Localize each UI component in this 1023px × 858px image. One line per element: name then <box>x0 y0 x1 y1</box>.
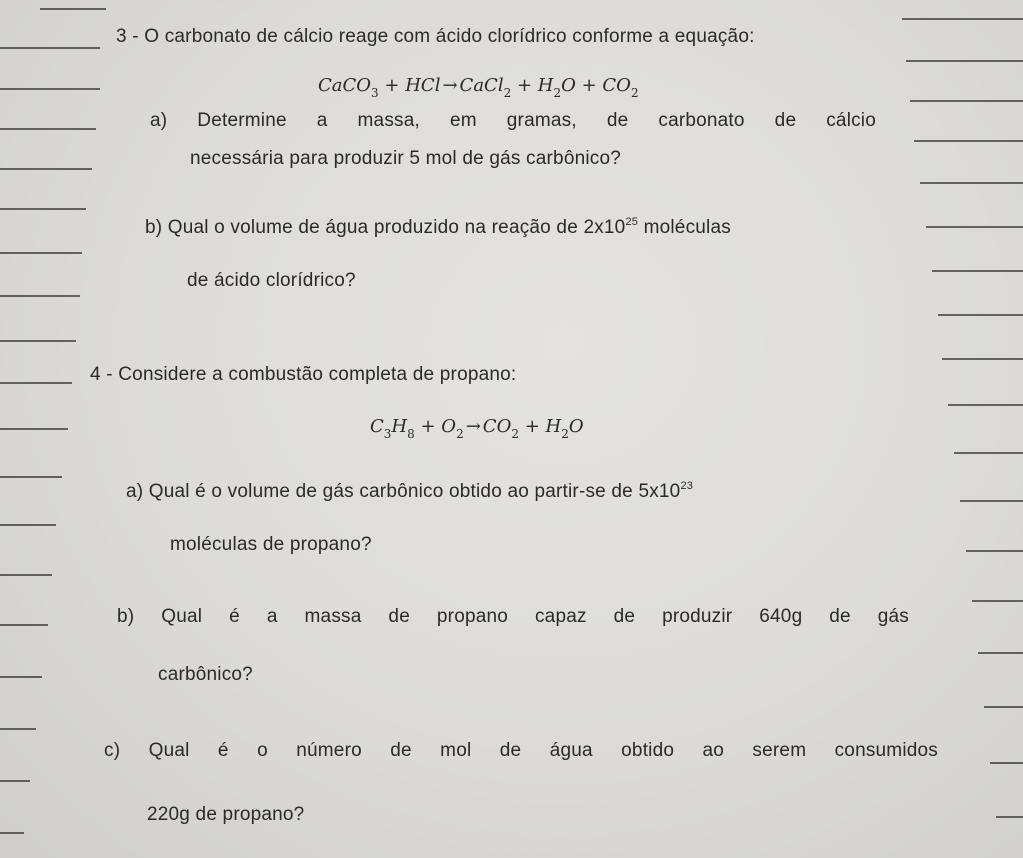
right-rule-line <box>920 182 1023 184</box>
left-rule-line <box>0 295 80 297</box>
right-rule-line <box>932 270 1023 272</box>
right-rule-line <box>914 140 1023 142</box>
question-4b-line-1: b) Qual é a massa de propano capaz de produzir 640g de gás <box>117 606 909 627</box>
question-3b-line-1: b) Qual o volume de água produzido na reação de $2x10^{25}$ moléculas <box>145 216 731 238</box>
left-rule-line <box>0 624 48 626</box>
question-3a-line-2: necessária para produzir 5 mol de gás carbônico? <box>190 148 622 169</box>
right-rule-line <box>996 816 1023 818</box>
question-4-equation: $C_3H_8 + O_2 \to CO_2 + H_2O$ <box>370 416 584 441</box>
left-rule-line <box>0 476 62 478</box>
right-rule-line <box>942 358 1023 360</box>
question-4-heading: 4 - Considere a combustão completa de propano: <box>90 364 517 385</box>
right-rule-line <box>910 100 1023 102</box>
left-rule-line <box>0 780 30 782</box>
left-rule-line <box>0 168 92 170</box>
left-rule-line <box>0 128 96 130</box>
left-rule-line <box>0 574 52 576</box>
right-rule-line <box>902 18 1023 20</box>
right-rule-line <box>926 226 1023 228</box>
question-3a-line-1: a) Determine a massa, em gramas, de carbonato de cálcio <box>150 110 876 131</box>
left-rule-line <box>0 428 68 430</box>
left-rule-line <box>0 208 86 210</box>
question-4a-line-2: moléculas de propano? <box>170 534 372 555</box>
left-rule-line <box>0 340 76 342</box>
left-rule-line <box>0 252 82 254</box>
right-rule-line <box>966 550 1023 552</box>
right-rule-line <box>954 452 1023 454</box>
right-rule-line <box>906 60 1023 62</box>
left-rule-line <box>0 676 42 678</box>
question-3b-line-2: de ácido clorídrico? <box>187 270 356 291</box>
left-rule-line <box>0 88 100 90</box>
left-rule-line <box>0 382 72 384</box>
left-rule-line <box>0 524 56 526</box>
right-rule-line <box>990 762 1023 764</box>
left-rule-line <box>0 728 36 730</box>
right-rule-line <box>938 314 1023 316</box>
left-rule-line <box>0 47 100 49</box>
right-rule-line <box>978 652 1023 654</box>
question-4a-line-1: a) Qual é o volume de gás carbônico obtido ao partir-se de $5x10^{23}$ <box>126 480 694 502</box>
question-4b-line-2: carbônico? <box>158 664 253 685</box>
question-3-equation: CaCO$_3$ + HCl → CaCl$_2$ + $H_2O + CO_2$ <box>318 75 639 100</box>
question-4c-line-1: c) Qual é o número de mol de água obtido ao serem consumidos <box>104 740 938 761</box>
right-rule-line <box>960 500 1023 502</box>
question-4c-line-2: 220g de propano? <box>147 804 305 825</box>
left-rule-line <box>0 832 24 834</box>
right-rule-line <box>972 600 1023 602</box>
left-rule-line <box>40 8 106 10</box>
right-rule-line <box>984 706 1023 708</box>
question-3-heading: 3 - O carbonato de cálcio reage com ácido clorídrico conforme a equação: <box>116 26 755 47</box>
right-rule-line <box>948 404 1023 406</box>
